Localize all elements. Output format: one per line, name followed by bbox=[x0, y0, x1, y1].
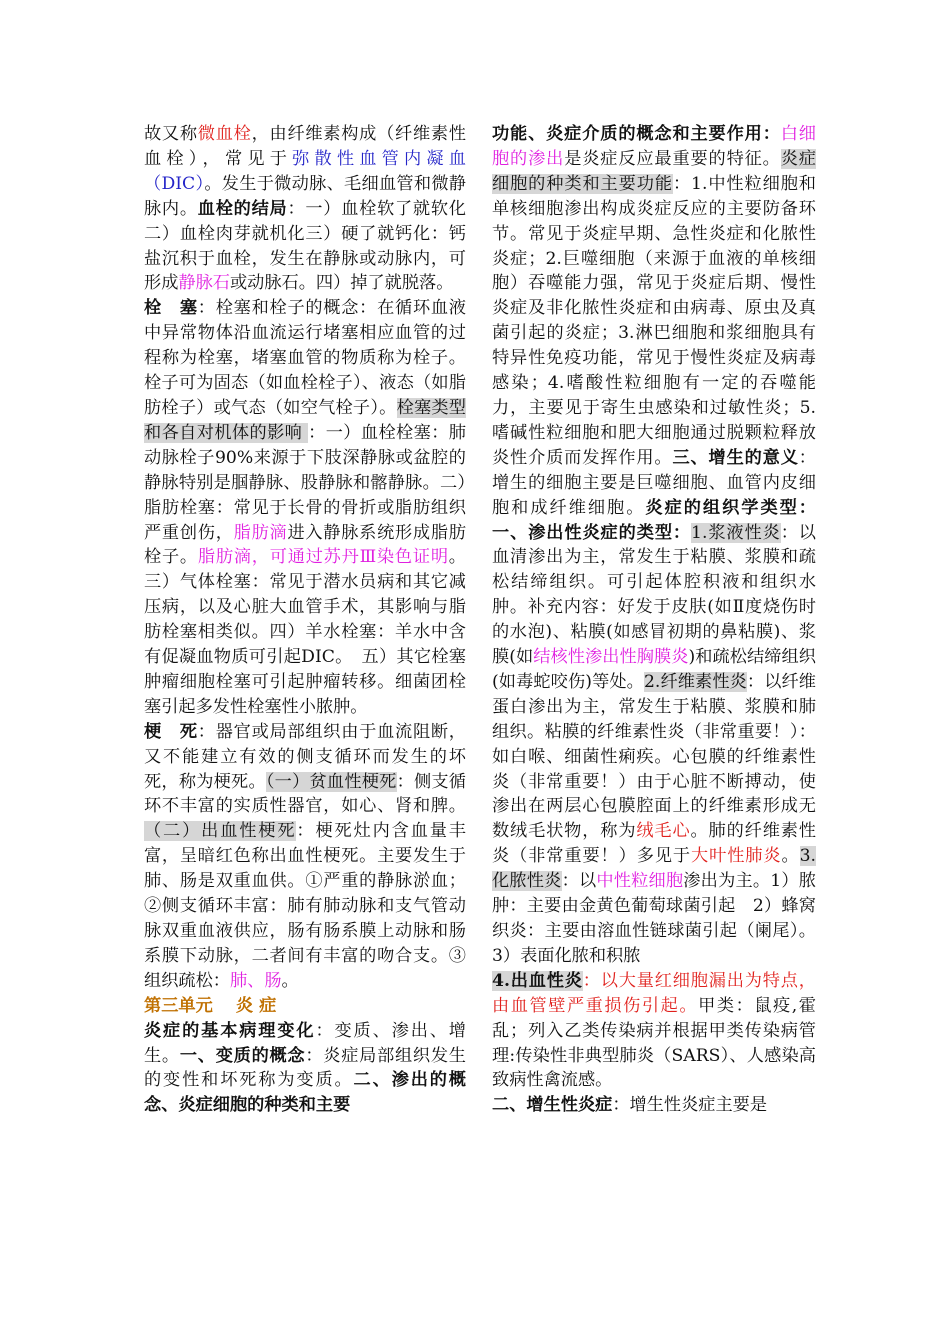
text-run: 2.纤维素性炎 bbox=[643, 671, 747, 692]
text-run: 4.出血性炎 bbox=[492, 970, 583, 991]
text-run: 肺、肠 bbox=[229, 970, 282, 991]
text-run: ：炎症局部组织发生的变性和坏死称为变质。 bbox=[144, 1045, 466, 1091]
text-run: 第三单元 炎 症 bbox=[144, 995, 277, 1016]
text-run: ，由纤维素构成（纤维素性血栓），常见于 bbox=[144, 124, 466, 169]
text-run: ：以 bbox=[561, 871, 597, 892]
text-run: 炎症细胞的种类和主要功能 bbox=[492, 148, 816, 194]
text-run: 。 bbox=[781, 846, 800, 867]
text-run: 是炎症反应最重要的特征。 bbox=[564, 148, 781, 169]
text-run: 微血栓 bbox=[197, 124, 252, 144]
infarction-paragraph bbox=[144, 720, 466, 994]
text-run: 甲类：鼠疫,霍乱；列入乙类传染病并根据甲类传染病管理:传染性非典型肺炎（SARS）、人感染高致病性禽流感。 bbox=[492, 995, 816, 1091]
text-run: 1.浆液性炎 bbox=[691, 522, 781, 543]
text-run: 栓 塞 bbox=[144, 298, 198, 319]
text-run: 故又称 bbox=[144, 124, 198, 144]
text-run: 渗出为主。1）脓肿：主要由金黄色葡萄球菌引起 2）蜂窝织炎：主要由溶血性链球菌引起（阑尾）。3）表面化脓和积脓 bbox=[492, 871, 816, 966]
text-run: ：以纤维蛋白渗出为主，常发生于粘膜、浆膜和肺组织。粘膜的纤维素性炎（非常重要！）：如白喉、细菌性痢疾。心包膜的纤维素性炎（非常重要！）由于心脏不断搏动，使渗出在两层心包膜腔面上的纤维素形成无数绒毛状物，称为 bbox=[492, 671, 816, 842]
text-run: 梗 死 bbox=[144, 721, 198, 742]
text-run: 或动脉石。四）掉了就脱落。 bbox=[229, 273, 454, 294]
inflammatory-cells-paragraph bbox=[492, 122, 816, 969]
text-run: 绒毛心 bbox=[636, 821, 691, 842]
left-column bbox=[144, 122, 466, 1118]
text-run: ：侧支循环不丰富的实质性器官，如心、肾和脾。 bbox=[144, 771, 466, 817]
proliferative-inflammation-paragraph bbox=[492, 1093, 816, 1118]
text-run: ：增生的细胞主要是巨噬细胞、血管内皮细胞和成纤维细胞。 bbox=[492, 447, 816, 518]
text-run: 大叶性肺炎 bbox=[691, 846, 782, 867]
text-run: 脂肪滴 bbox=[233, 522, 288, 543]
thrombus-outcome-paragraph bbox=[144, 122, 466, 296]
text-run: 弥散性血管内凝血（DIC） bbox=[144, 148, 466, 194]
text-run: 。肺的纤维素性炎（非常重要！）多见于 bbox=[492, 821, 816, 867]
text-run: 结核性渗出性胸膜炎 bbox=[533, 647, 689, 668]
text-run: 静脉石 bbox=[178, 273, 230, 294]
text-run: 。发生于微动脉、毛细血管和微静脉内。 bbox=[144, 173, 466, 219]
text-run: 白细胞的渗出 bbox=[492, 124, 816, 169]
text-run: 3.化脓性炎 bbox=[492, 846, 816, 892]
text-run: 栓塞类型和各自对机体的影响 bbox=[144, 397, 466, 443]
embolism-paragraph bbox=[144, 296, 466, 719]
unit-heading bbox=[144, 994, 466, 1019]
text-run: 炎症的组织学类型：一、渗出性炎症的类型： bbox=[492, 497, 816, 543]
text-run: 一、变质的概念 bbox=[179, 1045, 306, 1066]
text-run: 炎症的基本病理变化 bbox=[144, 1020, 316, 1041]
text-run: 二、渗出的概念、炎症细胞的种类和主要 bbox=[144, 1070, 466, 1116]
text-run: 脂肪滴，可通过苏丹Ⅲ染色证明 bbox=[197, 547, 449, 568]
text-run: ：增生性炎症主要是 bbox=[612, 1095, 768, 1116]
text-run: （一）贫血性梗死 bbox=[265, 771, 397, 792]
text-run: ：变质、渗出、增生。 bbox=[144, 1020, 466, 1066]
text-run: ：器官或局部组织由于血流阻断，又不能建立有效的侧支循环而发生的坏死，称为梗死。 bbox=[144, 721, 466, 792]
text-run: ：以血清渗出为主，常发生于粘膜、浆膜和疏松结缔组织。可引起体腔积液和组织水肿。补充内容：好发于皮肤(如Ⅱ度烧伤时的水泡)、粘膜(如感冒初期的鼻粘膜)、浆膜(如 bbox=[492, 522, 816, 668]
text-run: 功能、炎症介质的概念和主要作用： bbox=[492, 124, 781, 144]
text-run: 进入静脉系统形成脂肪栓子。 bbox=[144, 522, 466, 568]
text-run: 三、增生的意义 bbox=[672, 447, 799, 468]
text-run: ：一）血栓软了就软化二）血栓肉芽就机化三）硬了就钙化：钙盐沉积于血栓，发生在静脉或动脉内，可形成 bbox=[144, 198, 466, 294]
text-run: 二、增生性炎症 bbox=[492, 1095, 613, 1116]
text-run: ：1.中性粒细胞和单核细胞渗出构成炎症反应的主要防备环节。常见于炎症早期、急性炎症和化脓性炎症；2.巨噬细胞（来源于血液的单核细胞）吞噬能力强，常见于炎症后期、慢性炎症及非化脓性炎症和由病毒、原虫及真菌引起的炎症；3.淋巴细胞和浆细胞具有特异性免疫功能，常见于慢性炎症及病毒感染；4.嗜酸性粒细胞有一定的吞噬能力，主要见于寄生虫感染和过敏性炎；5.嗜碱性粒细胞和肥大细胞通过脱颗粒释放炎性介质而发挥作用。 bbox=[492, 173, 816, 468]
text-run: 血栓的结局 bbox=[197, 198, 288, 219]
text-run: ：梗死灶内含血量丰富，呈暗红色称出血性梗死。主要发生于肺、肠是双重血供。①严重的静脉淤血；②侧支循环丰富：肺有肺动脉和支气管动脉双重血液供应，肠有肠系膜上动脉和肠系膜下动脉，二者间有丰富的吻合支。③组织疏松： bbox=[144, 821, 466, 991]
right-column bbox=[492, 122, 816, 1118]
text-run: ：一）血栓栓塞：肺动脉栓子90%来源于下肢深静脉或盆腔的静脉特别是腘静脉、股静脉和髂静脉。二）脂肪栓塞：常见于长骨的骨折或脂肪组织严重创伤， bbox=[144, 422, 466, 543]
text-run: 。三）气体栓塞：常见于潜水员病和其它减压病，以及心脏大血管手术，其影响与脂肪栓塞相类似。四）羊水栓塞：羊水中含有促凝血物质可引起DIC。 五）其它栓塞 肿瘤细胞栓塞可引起肿瘤转移。细菌团栓塞引起多发性栓塞性小脓肿。 bbox=[144, 547, 466, 717]
text-run: ：以大量红细胞漏出为特点，由血管壁严重损伤引起。 bbox=[492, 970, 816, 1016]
text-run: )和疏松结缔组织(如毒蛇咬伤)等处。 bbox=[492, 647, 816, 692]
hemorrhagic-inflammation-paragraph bbox=[492, 969, 816, 1094]
text-run: 中性粒细胞 bbox=[596, 871, 684, 892]
inflammation-basics-paragraph bbox=[144, 1019, 466, 1119]
text-run: 。 bbox=[281, 970, 299, 991]
text-run: （二）出血性梗死 bbox=[144, 821, 297, 842]
text-run: ：栓塞和栓子的概念：在循环血液中异常物体沿血流运行堵塞相应血管的过程称为栓塞，堵塞血管的物质称为栓子。栓子可为固态（如血栓栓子）、液态（如脂肪栓子）或气态（如空气栓子）。 bbox=[144, 298, 466, 418]
